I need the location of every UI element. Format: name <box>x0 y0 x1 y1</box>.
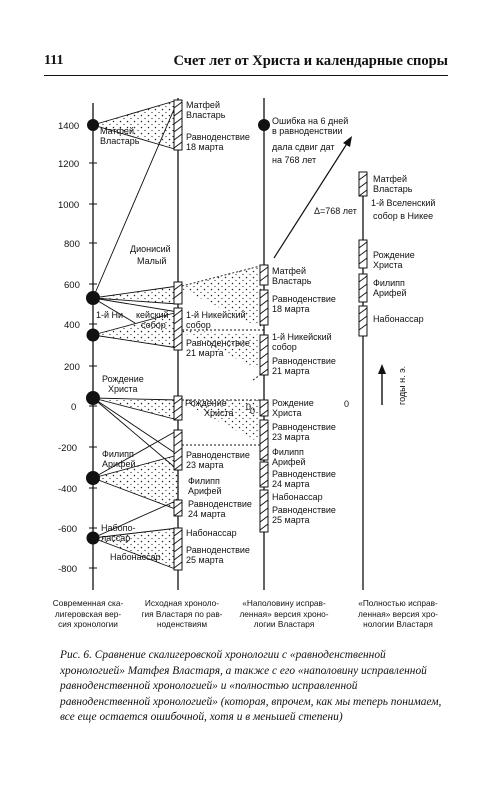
c1-dionisiy-2: Малый <box>137 256 167 266</box>
tick-1400: 1400 <box>58 121 80 132</box>
c3-nikey-2: собор <box>272 342 297 352</box>
chronology-figure <box>0 80 497 600</box>
c2-rav23-1: Равноденствие <box>186 450 250 460</box>
c2-zero: 0 <box>246 402 252 412</box>
column-caption-3: «Наполовину исправ- ленная» версия хроно- логии Властаря <box>239 598 329 629</box>
c3-rav24-1: Равноденствие <box>272 469 336 479</box>
c3-matfey-2: Властарь <box>272 276 312 286</box>
tick-m800: -800 <box>58 564 78 575</box>
c2-matfey-2: Властарь <box>186 110 226 120</box>
c4-nikey-2: собор в Никее <box>373 211 434 221</box>
c3-filipp-1: Филипп <box>272 447 304 457</box>
c3-rav18-2: 18 марта <box>272 304 310 314</box>
c4-nabo: Набонассар <box>373 314 424 324</box>
c4-zero: 0 <box>344 399 350 409</box>
c3-zero: 0 <box>250 406 256 416</box>
c4-nikey-1: 1-й Вселенский <box>371 198 436 208</box>
tick-1000: 1000 <box>58 200 80 211</box>
c1-nikey-1: 1-й Ни <box>96 310 124 320</box>
c3-error-3: дала сдвиг дат <box>272 142 335 152</box>
c4-matfey-1: Матфей <box>373 174 407 184</box>
c2-rav21-2: 21 марта <box>186 348 224 358</box>
dot-matfey <box>87 119 99 131</box>
c3-rav25-2: 25 марта <box>272 515 310 525</box>
dot-600 <box>86 291 100 305</box>
figure-caption: Рис. 6. Сравнение скалигеровской хронологии с «равноденственной хронологией» Матфея Властаря, а также с его «наполовину исправленной равноденственной хронологией» и «полностью исправленной равноденственной хронологией» (которая, впрочем, как мы теперь понимаем, все еще остается ошибочной, хотя и в меньшей степени) <box>60 649 442 724</box>
c2-nikey-1: 1-й Никейский <box>186 310 246 320</box>
dot-filipp <box>86 471 100 485</box>
c1-nabo-1: Набопо- <box>101 523 136 533</box>
c1-nikey-2: кейский <box>136 310 169 320</box>
c2-matfey-1: Матфей <box>186 100 220 110</box>
c2-rav25-1: Равноденствие <box>186 545 250 555</box>
c4-filipp-1: Филипп <box>373 278 405 288</box>
c1-filipp-1: Филипп <box>102 449 134 459</box>
c3-error-4: на 768 лет <box>272 155 317 165</box>
tick-1200: 1200 <box>58 159 80 170</box>
c1-matfey-2: Властарь <box>100 136 140 146</box>
c1-dionisiy-1: Дионисий <box>130 244 171 254</box>
c1-filipp-2: Арифей <box>102 459 136 469</box>
c3-error-2: в равноденствии <box>272 126 343 136</box>
tick-m200: -200 <box>58 443 78 454</box>
c1-nabo2: Набонассар <box>110 552 161 562</box>
c3-nabo: Набонассар <box>272 492 323 502</box>
c3-rav21-1: Равноденствие <box>272 356 336 366</box>
c3-rav24-2: 24 марта <box>272 479 310 489</box>
c3-rav21-2: 21 марта <box>272 366 310 376</box>
axis-direction-label: годы н. э. <box>397 365 407 405</box>
c2-rav18-2: 18 марта <box>186 142 224 152</box>
c2-nabo: Набонассар <box>186 528 237 538</box>
c2-filipp-2: Арифей <box>188 486 222 496</box>
tick-m600: -600 <box>58 524 78 535</box>
tick-m400: -400 <box>58 484 78 495</box>
header-rule <box>44 75 448 76</box>
c2-rav23-2: 23 марта <box>186 460 224 470</box>
running-title: Счет лет от Христа и календарные споры <box>173 53 448 69</box>
c2-rav24-2: 24 марта <box>188 509 226 519</box>
tick-0: 0 <box>71 402 77 413</box>
c1-rozhd-2: Христа <box>108 384 138 394</box>
c2-rav21-1: Равноденствие <box>186 338 250 348</box>
column-caption-1: Современная ска- лигеровская вер- сия хронологии <box>52 598 124 629</box>
c4-matfey-2: Властарь <box>373 184 413 194</box>
c2-nikey-2: собор <box>186 320 211 330</box>
dot-0 <box>86 391 100 405</box>
c2-rav18-1: Равноденствие <box>186 132 250 142</box>
c3-rav18-1: Равноденствие <box>272 294 336 304</box>
c3-filipp-2: Арифей <box>272 457 306 467</box>
c3-rav23-1: Равноденствие <box>272 422 336 432</box>
tick-400: 400 <box>64 320 80 331</box>
c4-rozhd-1: Рождение <box>373 250 415 260</box>
c3-nikey-1: 1-й Никейский <box>272 332 332 342</box>
col3-dots <box>258 119 270 131</box>
years-direction-arrow <box>378 364 386 405</box>
c3-error-1: Ошибка на 6 дней <box>272 116 349 126</box>
col4-labels <box>344 174 435 409</box>
column-caption-2: Исходная хроноло- гия Властаря по рав- ноденствиям <box>141 598 223 629</box>
c2-rozhd-1: Рождение <box>185 398 227 408</box>
c4-filipp-2: Арифей <box>373 288 407 298</box>
page-header <box>44 50 448 76</box>
c1-rozhd-1: Рождение <box>102 374 144 384</box>
column-caption-4: «Полностью исправ- ленная» версия хро- нологии Властаря <box>358 598 438 629</box>
tick-600: 600 <box>64 280 80 291</box>
year-tick-labels <box>58 121 80 575</box>
c4-rozhd-2: Христа <box>373 260 403 270</box>
c3-rav23-2: 23 марта <box>272 432 310 442</box>
c2-rav24-1: Равноденствие <box>188 499 252 509</box>
c2-rozhd-2: Христа <box>204 408 234 418</box>
c1-matfey-1: Матфей <box>100 126 134 136</box>
c3-delta: Δ=768 лет <box>314 206 357 216</box>
c3-matfey-1: Матфей <box>272 266 306 276</box>
c1-nabo-2: лассар <box>101 533 131 543</box>
tick-800: 800 <box>64 239 80 250</box>
c3-rav25-1: Равноденствие <box>272 505 336 515</box>
dot-nabo <box>87 532 100 545</box>
c1-nikey-3: собор <box>141 320 166 330</box>
c3-rozhd-2: Христа <box>272 408 302 418</box>
c3-rozhd-1: Рождение <box>272 398 314 408</box>
c2-filipp-1: Филипп <box>188 476 220 486</box>
dot-400 <box>87 329 100 342</box>
tick-200: 200 <box>64 362 80 373</box>
col3-dot-matfey <box>258 119 270 131</box>
c2-rav25-2: 25 марта <box>186 555 224 565</box>
page-number: 111 <box>44 53 64 68</box>
